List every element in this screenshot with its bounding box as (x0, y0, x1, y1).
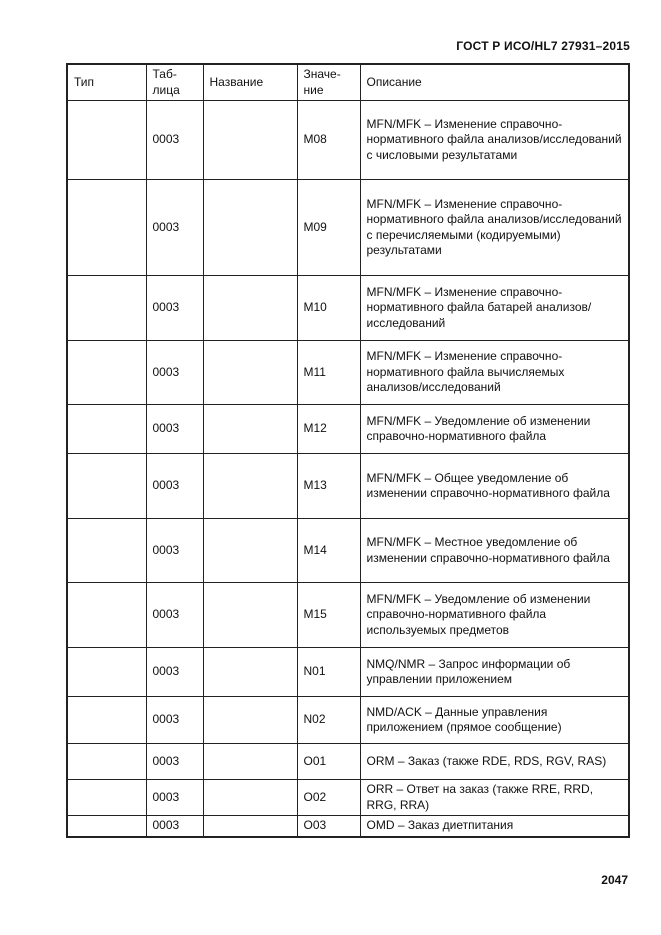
name-cell (203, 101, 297, 180)
column-header-description: Описание (360, 64, 629, 101)
type-cell (67, 697, 146, 744)
table-row (67, 276, 629, 341)
description-text: – Изменение справочно-нормативного файла анализов/исследований с числовыми результатами (366, 116, 622, 162)
value-cell: O01 (297, 744, 360, 780)
description-code: NMD/ACK (366, 704, 422, 719)
description-cell (360, 180, 629, 276)
value-cell: M12 (297, 405, 360, 454)
name-cell (203, 454, 297, 519)
value-cell: M14 (297, 519, 360, 583)
type-cell (67, 519, 146, 583)
type-cell (67, 101, 146, 180)
table-cell: 0003 (146, 180, 203, 276)
value-cell: O02 (297, 780, 360, 816)
description-code: MFN/MFK (366, 284, 422, 299)
value-cell: M11 (297, 341, 360, 405)
type-cell (67, 648, 146, 697)
description-cell (360, 648, 629, 697)
description-code: MFN/MFK (366, 535, 422, 549)
table-row (67, 648, 629, 697)
description-code: MFN/MFK (366, 413, 422, 428)
table-row (67, 454, 629, 519)
type-cell (67, 744, 146, 780)
name-cell (203, 341, 297, 405)
table-cell: 0003 (146, 697, 203, 744)
table-row (67, 180, 629, 276)
description-text: – Изменение справочно-нормативного файла вычисляемых анализов/исследований (366, 349, 565, 395)
type-cell (67, 405, 146, 454)
table-cell: 0003 (146, 341, 203, 405)
description-cell (360, 405, 629, 454)
description-text: – Заказ (также RDE, RDS, RGV, RAS) (394, 753, 607, 768)
column-header-table: Таб- лица (146, 64, 203, 101)
table-row (67, 101, 629, 180)
value-cell: M10 (297, 276, 360, 341)
description-code: ORM (366, 753, 395, 768)
type-cell (67, 780, 146, 816)
name-cell (203, 519, 297, 583)
description-text: – Запрос информации об управлении приложением (366, 656, 571, 686)
table-row (67, 405, 629, 454)
description-cell (360, 519, 629, 583)
table-row (67, 341, 629, 405)
table-cell: 0003 (146, 583, 203, 648)
value-cell: M15 (297, 583, 360, 648)
description-cell (360, 583, 629, 648)
column-header-name: Название (203, 64, 297, 101)
description-cell (360, 341, 629, 405)
description-code: MFN/MFK (366, 196, 422, 211)
description-cell (360, 276, 629, 341)
name-cell (203, 780, 297, 816)
value-cell: N02 (297, 697, 360, 744)
value-cell: M13 (297, 454, 360, 519)
description-text: – Изменение справочно-нормативного файла батарей анализов/исследований (366, 284, 592, 330)
table-cell: 0003 (146, 816, 203, 837)
name-cell (203, 583, 297, 648)
column-header-value: Значе- ние (297, 64, 360, 101)
description-code: ORR (366, 782, 394, 796)
description-text: – Местное уведомление об изменении справочно-нормативного файла (366, 535, 610, 565)
message-types-table (66, 63, 630, 838)
description-cell (360, 101, 629, 180)
table-cell: 0003 (146, 519, 203, 583)
description-text: – Изменение справочно-нормативного файла анализов/исследований с перечисляемыми (кодируемыми) результатами (366, 196, 622, 257)
value-cell: M09 (297, 180, 360, 276)
description-code: OMD (366, 818, 395, 832)
value-cell: N01 (297, 648, 360, 697)
table-row (67, 697, 629, 744)
type-cell (67, 341, 146, 405)
table-cell: 0003 (146, 101, 203, 180)
description-text: – Общее уведомление об изменении справочно-нормативного файла (366, 470, 610, 500)
column-header-type: Тип (67, 64, 146, 101)
table-row (67, 780, 629, 816)
table-cell: 0003 (146, 276, 203, 341)
table-cell: 0003 (146, 780, 203, 816)
description-cell (360, 697, 629, 744)
value-cell: M08 (297, 101, 360, 180)
description-text: – Уведомление об изменении справочно-нормативного файла используемых предметов (366, 591, 591, 637)
type-cell (67, 454, 146, 519)
type-cell (67, 583, 146, 648)
description-code: NMQ/NMR (366, 656, 426, 671)
table-row (67, 583, 629, 648)
description-text: – Ответ на заказ (также RRE, RRD, RRG, RRA) (366, 782, 594, 812)
document-header: ГОСТ Р ИСО/HL7 27931–2015 (456, 39, 630, 53)
description-text: – Данные управления приложением (прямое сообщение) (366, 704, 562, 734)
description-cell (360, 744, 629, 780)
type-cell (67, 180, 146, 276)
type-cell (67, 816, 146, 837)
table-row (67, 816, 629, 837)
description-cell (360, 454, 629, 519)
description-code: MFN/MFK (366, 116, 422, 131)
name-cell (203, 816, 297, 837)
name-cell (203, 405, 297, 454)
table-header-row (67, 64, 629, 101)
name-cell (203, 744, 297, 780)
type-cell (67, 276, 146, 341)
table-row (67, 744, 629, 780)
value-cell: O03 (297, 816, 360, 837)
description-text: – Заказ диетпитания (394, 818, 514, 832)
description-code: MFN/MFK (366, 470, 422, 485)
name-cell (203, 180, 297, 276)
description-code: MFN/MFK (366, 591, 422, 606)
description-cell (360, 816, 629, 837)
table-cell: 0003 (146, 744, 203, 780)
description-cell (360, 780, 629, 816)
table-cell: 0003 (146, 454, 203, 519)
description-code: MFN/MFK (366, 349, 422, 364)
name-cell (203, 697, 297, 744)
table-cell: 0003 (146, 648, 203, 697)
page-number: 2047 (601, 873, 628, 887)
table-row (67, 519, 629, 583)
name-cell (203, 276, 297, 341)
table-cell: 0003 (146, 405, 203, 454)
name-cell (203, 648, 297, 697)
description-text: – Уведомление об изменении справочно-нормативного файла (366, 413, 591, 443)
